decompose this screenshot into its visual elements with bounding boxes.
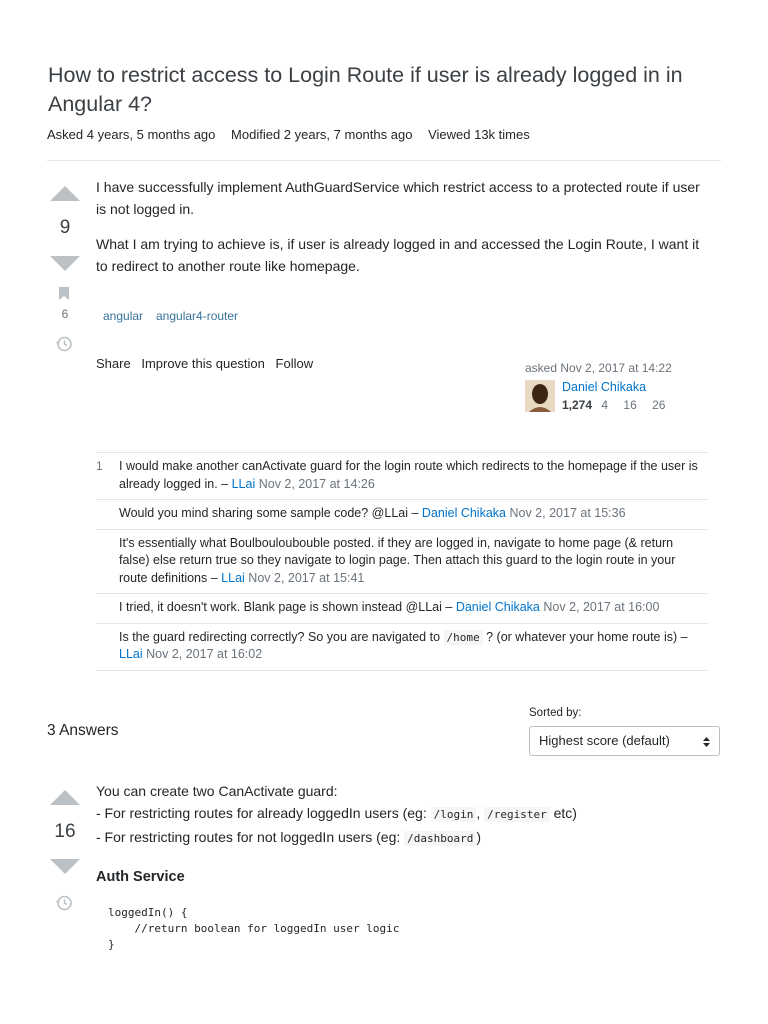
answer-bullet: - For restricting routes for already loggedIn users (eg: /login , /register etc): [96, 805, 577, 821]
comment-text: ? (or whatever your home route is) –: [486, 629, 688, 644]
post-menu: [96, 356, 320, 371]
user-avatar[interactable]: [525, 380, 555, 412]
comment-text: It's essentially what Boulbouloubouble posted. if they are logged in, navigate to home page (& return false) else return true so they navigate to login page. Then attach this guard to the login route in your route definitions –: [119, 535, 676, 585]
comment-date[interactable]: Nov 2, 2017 at 15:36: [509, 506, 626, 520]
comment-user-link[interactable]: Daniel Chikaka: [455, 600, 540, 614]
comment-date[interactable]: Nov 2, 2017 at 16:02: [146, 647, 263, 661]
question-meta: [47, 127, 542, 142]
comment-user-link[interactable]: Daniel Chikaka: [421, 506, 506, 520]
sorted-by-label: Sorted by:: [529, 707, 582, 719]
inline-code: /register: [484, 807, 550, 822]
answer-heading: Auth Service: [96, 869, 185, 885]
answer-bullet: - For restricting routes for not loggedIn users (eg: /dashboard ): [96, 829, 482, 845]
code-line: loggedIn() {: [108, 906, 188, 919]
inline-code: /dashboard: [404, 831, 476, 846]
viewed-value: 13k times: [474, 127, 530, 142]
answer-upvote-arrow-icon[interactable]: [50, 790, 80, 805]
comment-date[interactable]: Nov 2, 2017 at 14:26: [258, 476, 375, 491]
bookmark-icon[interactable]: [58, 286, 70, 301]
comment-text: I tried, it doesn't work. Blank page is shown instead @LLai –: [119, 600, 453, 614]
comment: [96, 530, 708, 595]
comment-text: Would you mind sharing some sample code? @LLai –: [119, 506, 419, 520]
sort-select[interactable]: [529, 726, 720, 756]
comment: [96, 453, 708, 500]
modified-label: Modified: [231, 127, 281, 142]
comment: [96, 594, 708, 624]
comments-list: [96, 452, 708, 671]
comment-user-link[interactable]: LLai: [221, 570, 245, 585]
comment-text: I would make another canActivate guard for the login route which redirects to the homepage if the user is already logged in. –: [119, 459, 698, 491]
comment-date[interactable]: Nov 2, 2017 at 15:41: [248, 570, 365, 585]
owner-name[interactable]: Daniel Chikaka: [562, 380, 647, 394]
asked-label: Asked: [47, 127, 84, 142]
header-divider: [47, 160, 721, 161]
asked-timestamp: asked Nov 2, 2017 at 14:22: [525, 361, 672, 375]
comment-text: Is the guard redirecting correctly? So you are navigated to: [119, 629, 441, 644]
modified-value[interactable]: 2 years, 7 months ago: [283, 127, 413, 142]
answer-downvote-arrow-icon[interactable]: [50, 859, 80, 874]
owner-reputation: 1,274: [562, 398, 593, 412]
downvote-arrow-icon[interactable]: [50, 256, 80, 271]
share-link[interactable]: Share: [96, 356, 131, 371]
question-body: [96, 176, 708, 290]
comment-user-link[interactable]: LLai: [119, 647, 143, 661]
answer-history-icon[interactable]: [55, 894, 73, 912]
bronze-badge-count: 26: [652, 398, 666, 412]
code-line: }: [108, 938, 115, 951]
question-paragraph: What I am trying to achieve is, if user is already logged in and accessed the Login Route, I want it to redirect to another route like homepage.: [96, 236, 700, 274]
asked-value: 4 years, 5 months ago: [86, 127, 216, 142]
comment: [96, 624, 708, 671]
owner-flair: [562, 398, 665, 412]
tag-angular[interactable]: angular: [103, 309, 144, 323]
comment: [96, 500, 708, 530]
comment-score: 1: [96, 459, 103, 473]
code-block: [96, 905, 708, 953]
follow-link[interactable]: Follow: [275, 356, 314, 371]
silver-badge-count: 16: [623, 398, 637, 412]
comment-date[interactable]: Nov 2, 2017 at 16:00: [543, 600, 660, 614]
question-score: 9: [59, 217, 71, 238]
upvote-arrow-icon[interactable]: [50, 186, 80, 201]
answer-intro: You can create two CanActivate guard:: [96, 783, 338, 799]
bookmark-count: 6: [61, 307, 69, 321]
gold-badge-count: 4: [601, 398, 609, 412]
answer-body: [96, 780, 708, 850]
sort-select-value: Highest score (default): [539, 733, 670, 748]
answer-score: 16: [54, 821, 76, 842]
answers-count: 3 Answers: [47, 722, 119, 739]
tag-angular4-router[interactable]: angular4-router: [156, 309, 239, 323]
improve-question-link[interactable]: Improve this question: [141, 356, 265, 371]
question-title[interactable]: How to restrict access to Login Route if user is already logged in in Angular 4?: [48, 63, 683, 116]
viewed-label: Viewed: [428, 127, 471, 142]
question-paragraph: I have successfully implement AuthGuardService which restrict access to a protected route if user is not logged in.: [96, 179, 700, 217]
select-arrows-icon: [703, 736, 710, 748]
code-line: //return boolean for loggedIn user logic: [108, 922, 400, 935]
history-icon[interactable]: [55, 335, 73, 353]
comment-user-link[interactable]: LLai: [231, 476, 256, 491]
inline-code: /login: [431, 807, 477, 822]
comment-code: /home: [444, 630, 483, 645]
